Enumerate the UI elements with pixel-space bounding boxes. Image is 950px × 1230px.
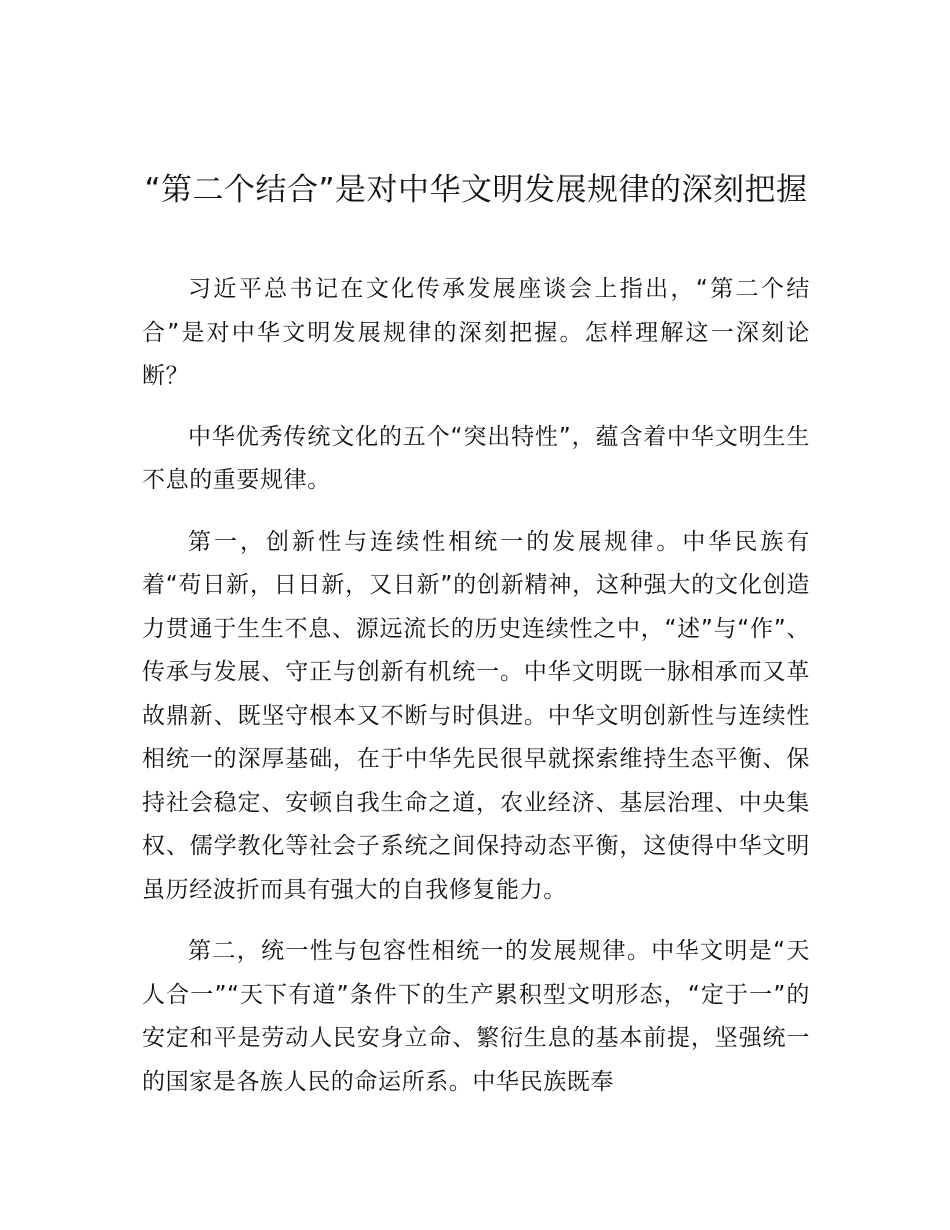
paragraph-overview: 中华优秀传统文化的五个“突出特性”，蕴含着中华文明生生不息的重要规律。 [142,423,810,493]
document-title: “第二个结合”是对中华文明发展规律的深刻把握 [144,172,808,208]
paragraph-second-law: 第二，统一性与包容性相统一的发展规律。中华文明是“天人合一”“天下有道”条件下的生产累积型文明形态，“定于一”的安定和平是劳动人民安身立命、繁衍生息的基本前提，坚强统一的国家是各族人民的命运所系。中华民族既奉 [142,938,810,1095]
paragraph-intro: 习近平总书记在文化传承发展座谈会上指出，“第二个结合”是对中华文明发展规律的深刻把握。怎样理解这一深刻论断？ [142,276,810,389]
paragraph-first-law: 第一，创新性与连续性相统一的发展规律。中华民族有着“苟日新，日日新，又日新”的创新精神，这种强大的文化创造力贯通于生生不息、源远流长的历史连续性之中，“述”与“作”、传承与发展、守正与创新有机统一。中华文明既一脉相承而又革故鼎新、既坚守根本又不断与时俱进。中华文明创新性与连续性相统一的深厚基础，在于中华先民很早就探索维持生态平衡、保持社会稳定、安顿自我生命之道，农业经济、基层治理、中央集权、儒学教化等社会子系统之间保持动态平衡，这使得中华文明虽历经波折而具有强大的自我修复能力。 [142,528,810,903]
document-body [142,268,810,1121]
